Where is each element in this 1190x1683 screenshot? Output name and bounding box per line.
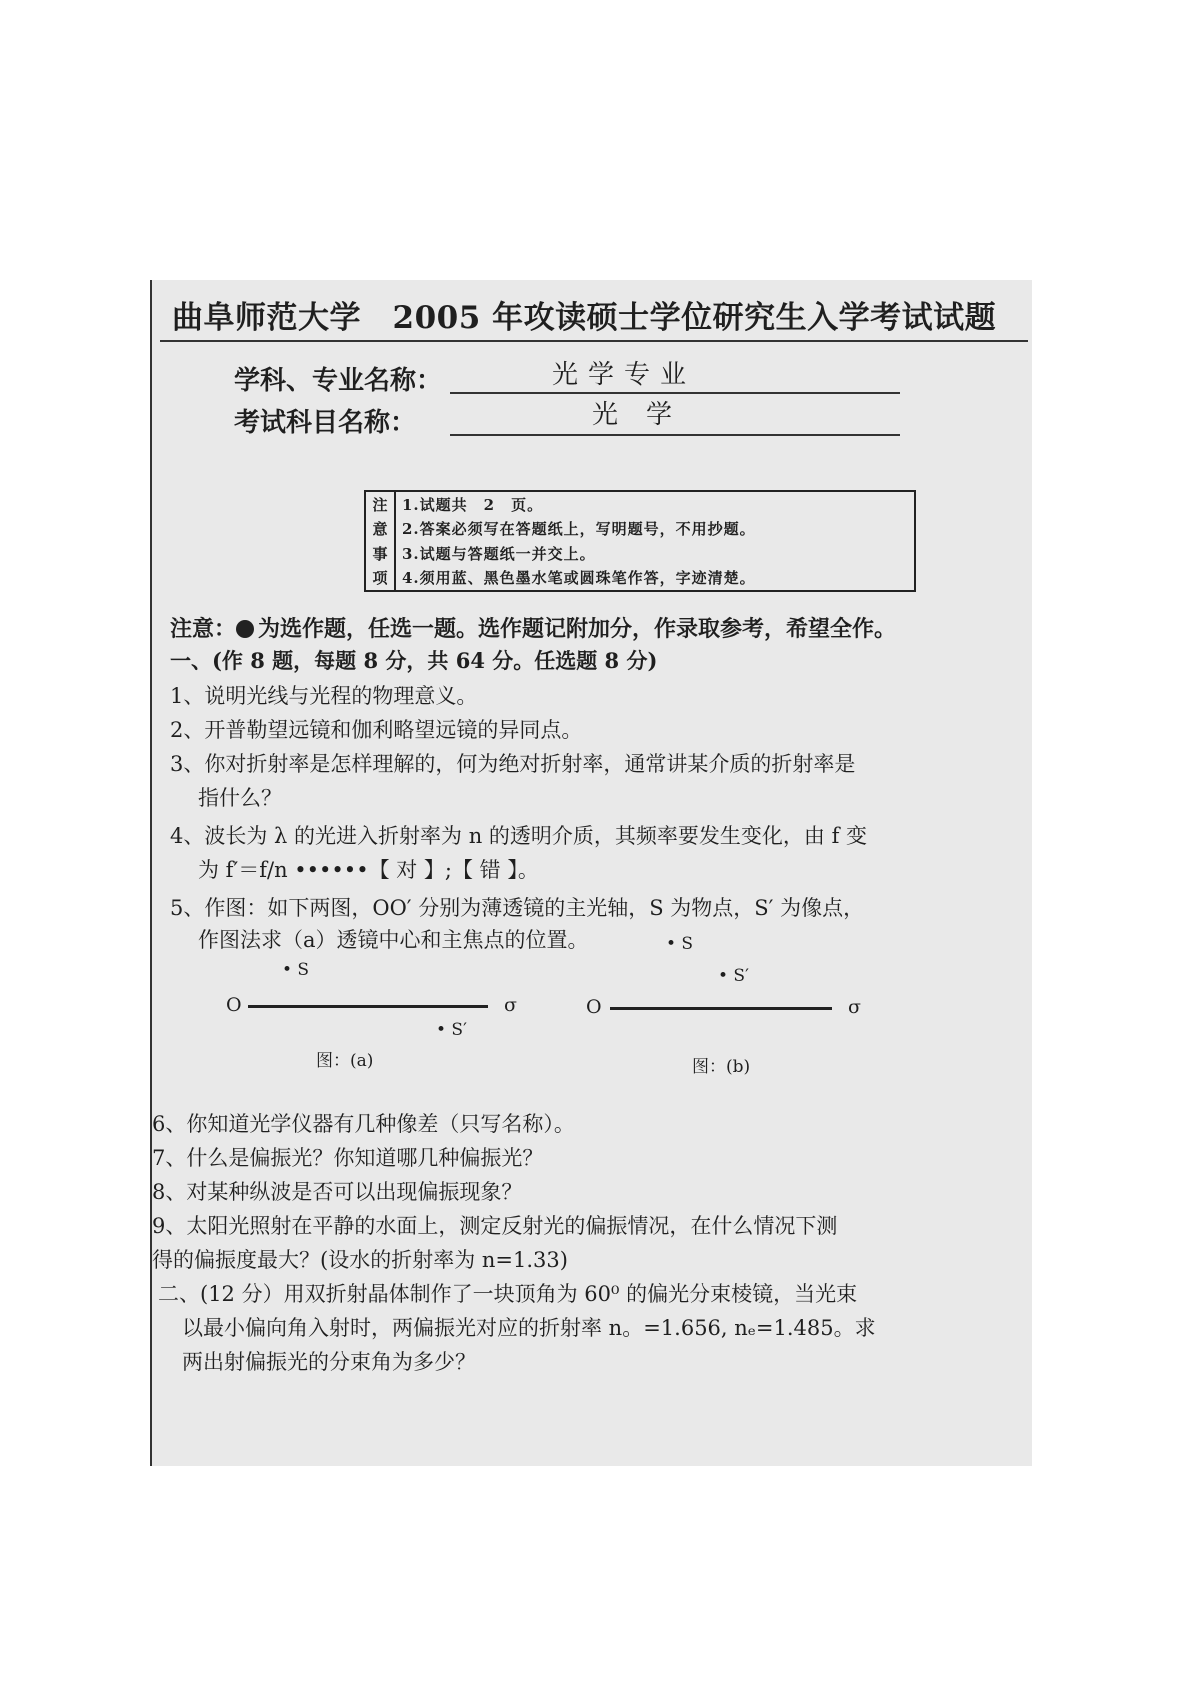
- figure-a-caption: 图：(a): [316, 1051, 374, 1071]
- question-9-line1: 9、太阳光照射在平静的水面上，测定反射光的偏振情况，在什么情况下测: [152, 1214, 838, 1238]
- section1-heading: 一、(作 8 题，每题 8 分，共 64 分。任选题 8 分): [170, 648, 658, 673]
- question-3-line1: 3、你对折射率是怎样理解的，何为绝对折射率，通常讲某介质的折射率是: [170, 752, 856, 776]
- notice-box: [364, 490, 916, 592]
- figure-b-label-o: O: [586, 996, 602, 1018]
- figure-b-point-s: • S: [666, 934, 694, 954]
- notice-head-char: 意: [372, 520, 388, 539]
- notice-line: 3.试题与答题纸一并交上。: [402, 544, 596, 563]
- subject-value: 光学: [592, 400, 701, 430]
- figure-a-point-s: • S: [282, 960, 310, 980]
- notice-head-char: 注: [372, 495, 388, 514]
- figure-a-label-o: O: [226, 994, 242, 1016]
- figure-b-caption: 图：(b): [692, 1057, 751, 1077]
- subject-underline: [450, 434, 900, 436]
- notice-line: 2.答案必须写在答题纸上，写明题号，不用抄题。: [402, 520, 756, 539]
- notice-head-char: 事: [372, 544, 388, 563]
- question-6: 6、你知道光学仪器有几种像差（只写名称）。: [152, 1112, 575, 1136]
- question-8: 8、对某种纵波是否可以出现偏振现象？: [152, 1180, 523, 1204]
- section2-line1: 二、(12 分）用双折射晶体制作了一块顶角为 60⁰ 的偏光分束棱镜，当光束: [158, 1282, 858, 1306]
- question-4-line1: 4、波长为 λ 的光进入折射率为 n 的透明介质，其频率要发生变化，由 f 变: [170, 824, 868, 848]
- major-label: 学科、专业名称：: [234, 366, 443, 396]
- subject-label: 考试科目名称：: [234, 408, 417, 438]
- question-3-line2: 指什么？: [198, 786, 282, 810]
- figure-a-label-o-prime: σ: [504, 994, 517, 1016]
- section2-line3: 两出射偏振光的分束角为多少？: [182, 1350, 476, 1374]
- notice-head-char: 项: [372, 569, 388, 588]
- notice-line: 1.试题共 2 页。: [402, 495, 544, 514]
- question-2: 2、开普勒望远镜和伽利略望远镜的异同点。: [170, 718, 583, 742]
- question-7: 7、什么是偏振光？你知道哪几种偏振光？: [152, 1146, 544, 1170]
- note-prefix: 注意：: [170, 616, 237, 642]
- notice-lines: [396, 492, 914, 590]
- note-line: [170, 612, 896, 643]
- question-9-line2: 得的偏振度最大？(设水的折射率为 n=1.33): [152, 1248, 568, 1272]
- question-5-line2: 作图法求（a）透镜中心和主焦点的位置。: [198, 928, 589, 952]
- notice-line: 4.须用蓝、黑色墨水笔或圆珠笔作答，字迹清楚。: [402, 569, 756, 588]
- exam-sheet: [150, 280, 1032, 1466]
- title-underline: [160, 340, 1028, 342]
- exam-title: 曲阜师范大学 2005 年攻读硕士学位研究生入学考试试题: [172, 300, 997, 336]
- figure-a-point-s-prime: • S′: [436, 1020, 467, 1040]
- note-text: 为选作题，任选一题。选作题记附加分，作录取参考，希望全作。: [258, 616, 897, 642]
- notice-heading: [366, 492, 396, 590]
- figure-a-optical-axis: [248, 1005, 488, 1008]
- major-value: 光学专业: [552, 360, 697, 390]
- figure-b-label-o-prime: σ: [848, 996, 861, 1018]
- optional-mark-icon: [236, 620, 254, 638]
- question-1: 1、说明光线与光程的物理意义。: [170, 684, 478, 708]
- question-4-line2: 为 f′＝f/n ••••••【 对 】;【 错 】。: [198, 858, 539, 882]
- figure-b-optical-axis: [610, 1007, 832, 1010]
- question-5-line1: 5、作图：如下两图，OO′ 分别为薄透镜的主光轴，S 为物点，S′ 为像点，: [170, 896, 865, 920]
- figure-b-point-s-prime: • S′: [718, 966, 749, 986]
- section2-line2: 以最小偏向角入射时，两偏振光对应的折射率 n。=1.656, nₑ=1.485。求: [182, 1316, 876, 1340]
